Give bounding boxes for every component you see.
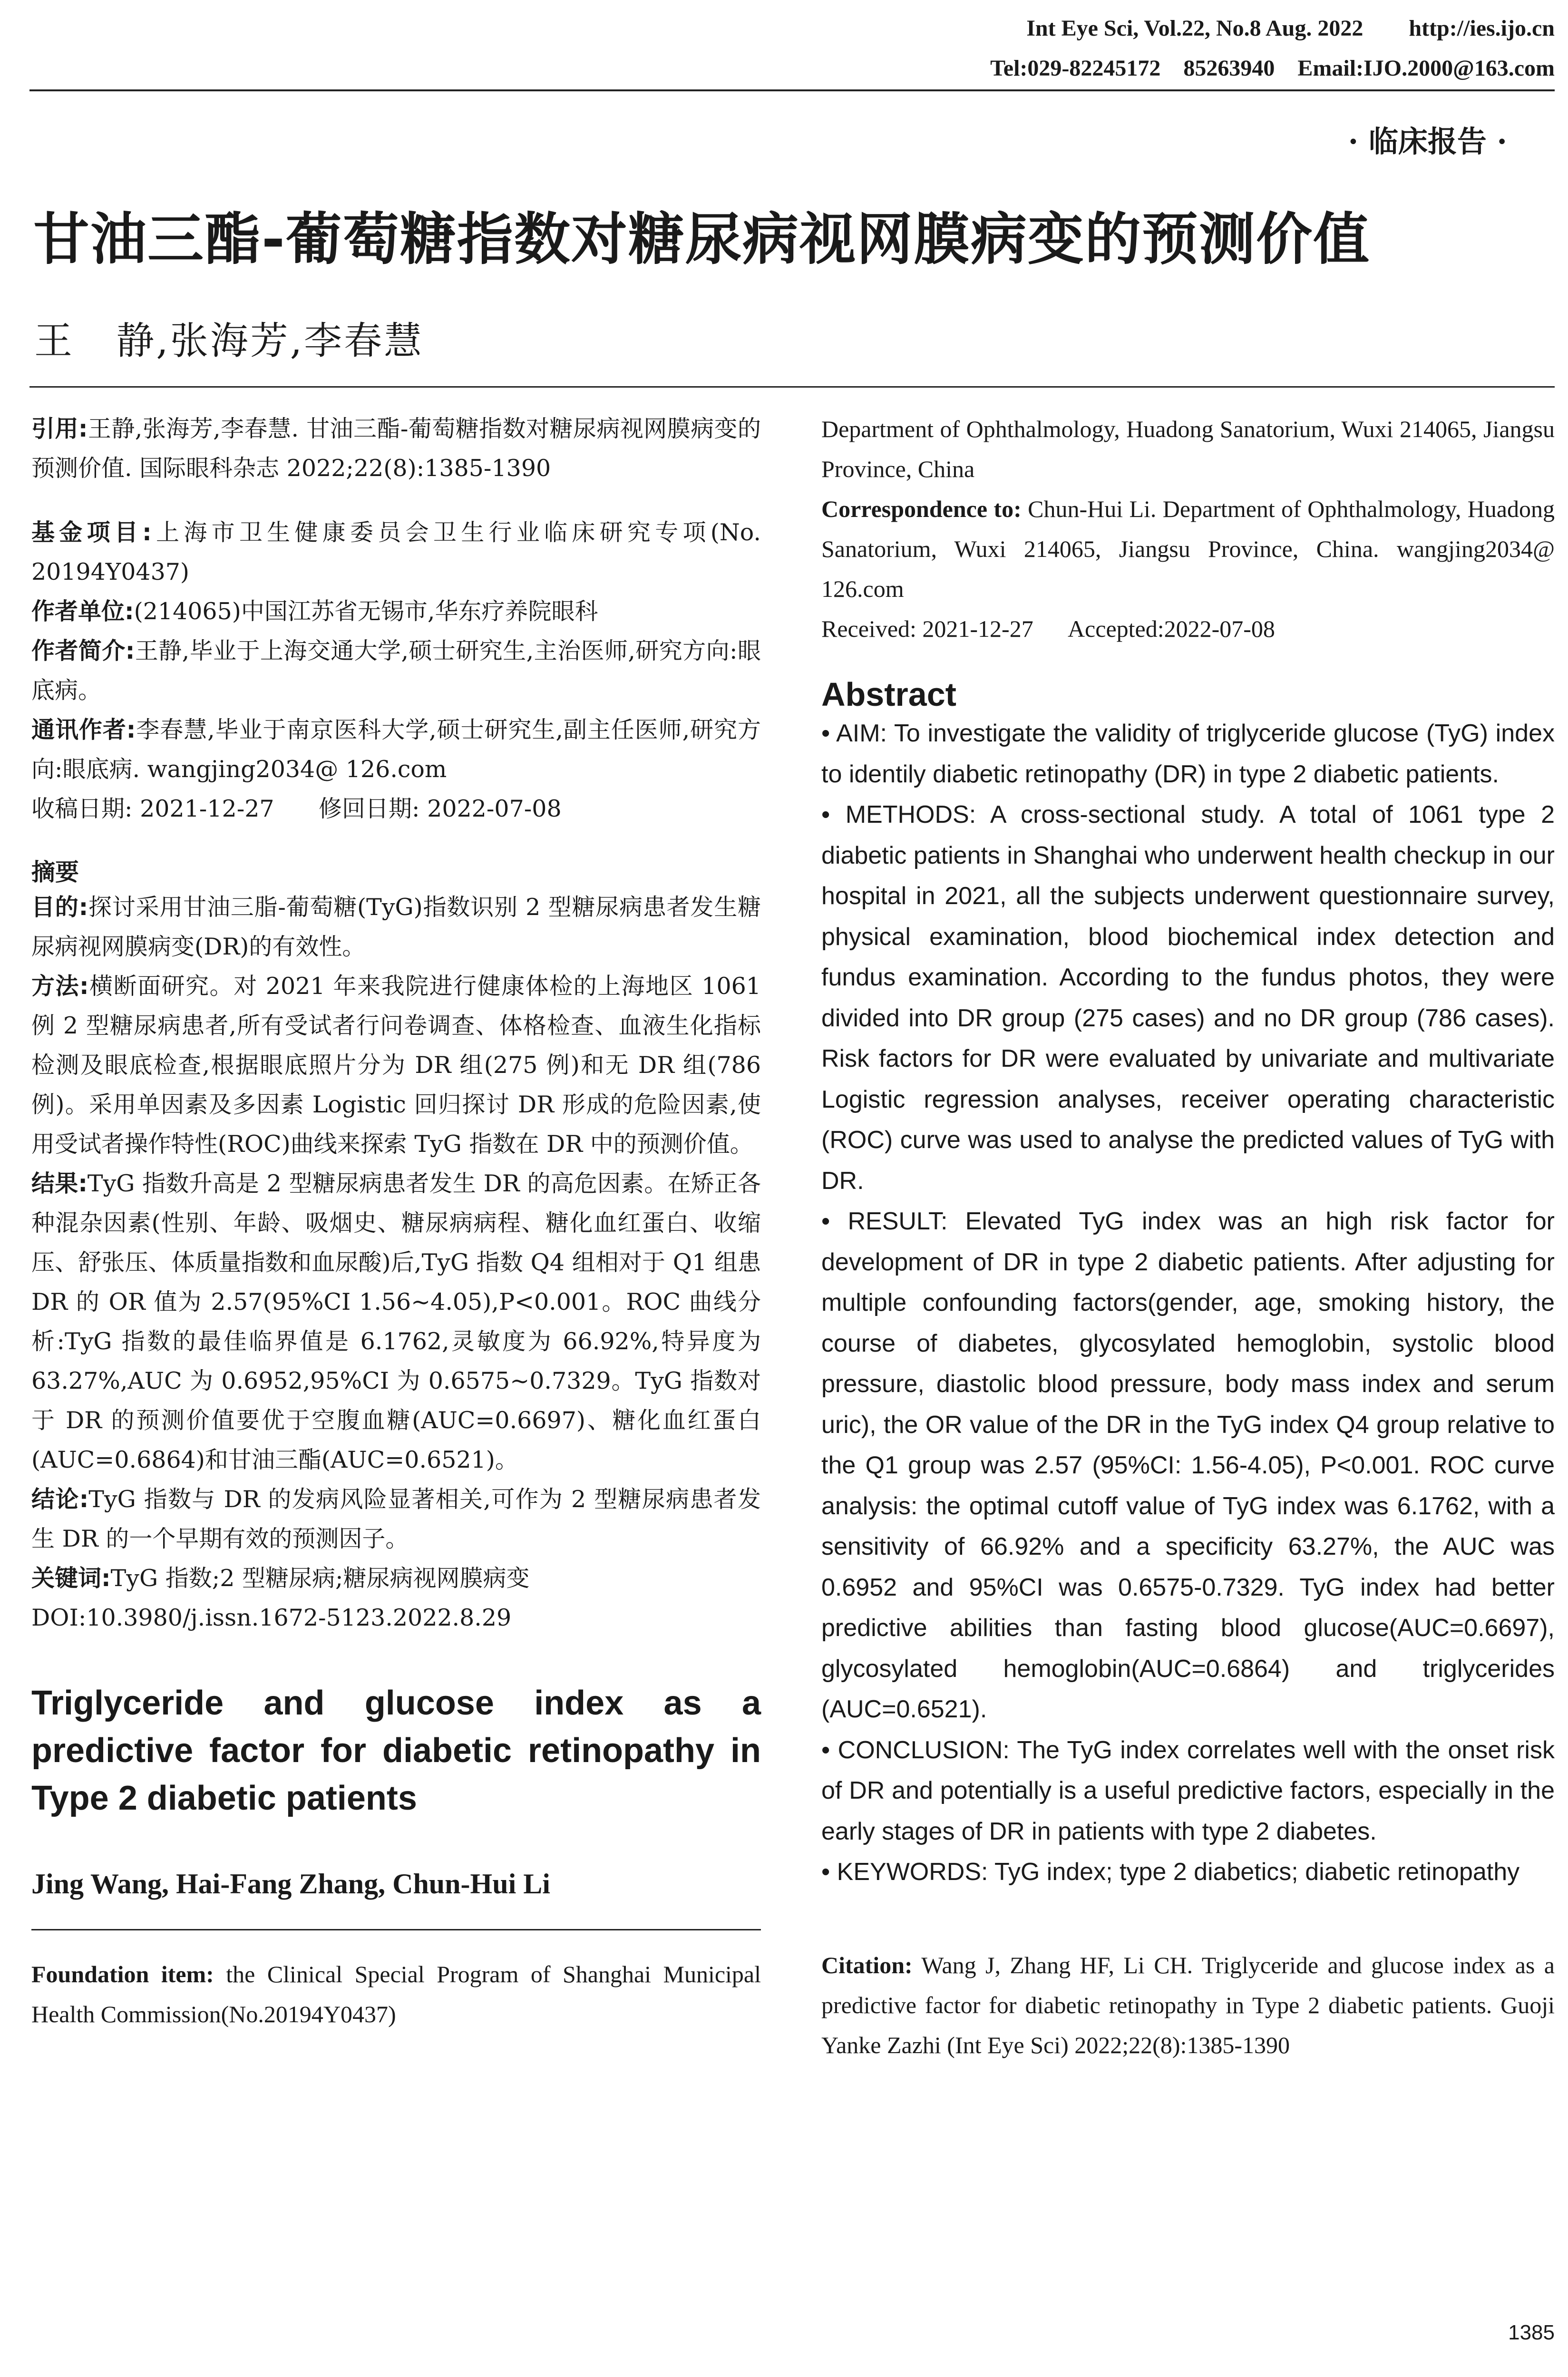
aim-en: • AIM: To investigate the validity of triglyceride glucose (TyG) index to identily diabetic retinopathy (DR) in type 2 diabetic patients. (821, 720, 1555, 788)
conclusion-cn (31, 1480, 761, 1559)
keywords-en: • KEYWORDS: TyG index; type 2 diabetics; diabetic retinopathy (821, 1858, 1520, 1886)
citation-cn-label: 引用: (31, 415, 88, 442)
keywords-cn (31, 1559, 761, 1598)
citation-en (821, 1945, 1555, 2065)
funding-cn-label: 基金项目: (31, 519, 152, 546)
results-en: • RESULT: Elevated TyG index was an high risk factor for development of DR in type 2 diabetic patients. After adjusting for multiple confounding factors(gender, age, smoking history, the course of diabetes, glycosylated hemoglobin, systolic blood pressure, diastolic blood pressure, body mass index and serum uric), the OR value of the DR in the TyG index Q4 group relative to the Q1 group was 2.57 (95%CI: 1.56-4.05), P<0.001. ROC curve analysis: the optimal cutoff value of TyG index was 6.1762, with a sensitivity of 66.92% and a specificity 63.27%, the AUC was 0.6952 and 95%CI was 0.6575-0.7329. TyG index had better predictive abilities than fasting blood glucose(AUC=0.6697), glycosylated hemoglobin(AUC=0.6864) and triglycerides (AUC=0.6521). (821, 1208, 1555, 1723)
conclusion-en: • CONCLUSION: The TyG index correlates well with the onset risk of DR and potentially is a useful predictive factors, especially in the early stages of DR in patients with type 2 diabetes. (821, 1736, 1555, 1845)
citation-en-text: Wang J, Zhang HF, Li CH. Triglyceride and glucose index as a predictive factor for diabetic retinopathy in Type 2 diabetic patients. Guoji Yanke Zazhi (Int Eye Sci) 2022;22(8):1385-1390 (821, 1951, 1555, 2058)
author-bio-cn (31, 631, 761, 710)
results-cn (31, 1164, 761, 1480)
affiliation-cn-text: (214065)中国江苏省无锡市,华东疗养院眼科 (134, 598, 598, 625)
funding-cn-text: 上海市卫生健康委员会卫生行业临床研究专项(No. 20194Y0437) (31, 519, 761, 585)
conclusion-cn-label: 结论: (31, 1486, 89, 1513)
page-number: 1385 (1508, 2321, 1555, 2344)
abstract-heading-en: Abstract (821, 676, 956, 713)
correspondence-en-label: Correspondence to: (821, 496, 1022, 522)
methods-cn-text: 横断面研究。对 2021 年来我院进行健康体检的上海地区 1061 例 2 型糖尿病患者,所有受试者行问卷调查、体格检查、血液生化指标检测及眼底检查,根据眼底照片分为 DR 组(275 例)和无 DR 组(786 例)。采用单因素及多因素 Logistic 回归探讨 DR 形成的危险因素,使用受试者操作特性(ROC)曲线来探索 TyG 指数在 DR 中的预测价值。 (31, 973, 761, 1158)
journal-header-line: Int Eye Sci, Vol.22, No.8 Aug. 2022 http://ies.ijo.cn (1026, 16, 1555, 41)
received-accepted-en: Received: 2021-12-27 Accepted:2022-07-08 (821, 615, 1275, 642)
header-rule (29, 89, 1555, 91)
section-tag: · 临床报告 · (1348, 124, 1507, 159)
corresponding-author-cn-label: 通讯作者: (31, 716, 136, 743)
dates-cn: 收稿日期: 2021-12-27 修回日期: 2022-07-08 (31, 795, 562, 822)
article-title-en: Triglyceride and glucose index as a predictive factor for diabetic retinopathy in Type 2 diabetic patients (31, 1684, 761, 1817)
author-bio-cn-label: 作者简介: (31, 637, 135, 664)
abstract-heading-cn: 摘要 (31, 858, 79, 886)
authors-cn: 王 静,张海芳,李春慧 (34, 319, 424, 363)
funding-cn (31, 513, 761, 592)
methods-cn-label: 方法: (31, 973, 89, 1000)
right-column (821, 409, 1555, 2065)
doi: DOI:10.3980/j.issn.1672-5123.2022.8.29 (31, 1604, 512, 1631)
results-cn-text: TyG 指数升高是 2 型糖尿病患者发生 DR 的高危因素。在矫正各种混杂因素(性别、年龄、吸烟史、糖尿病病程、糖化血红蛋白、收缩压、舒张压、体质量指数和血尿酸)后,TyG 指数 Q4 组相对于 Q1 组患 DR 的 OR 值为 2.57(95%CI 1.56~4.05),P<0.001。ROC 曲线分析:TyG 指数的最佳临界值是 6.1762,灵敏度为 66.92%,特异度为 63.27%,AUC 为 0.6952,95%CI 为 0.6575~0.7329。TyG 指数对于 DR 的预测价值要优于空腹血糖(AUC=0.6697)、糖化血红蛋白(AUC=0.6864)和甘油三酯(AUC=0.6521)。 (31, 1170, 761, 1473)
left-column (31, 409, 761, 2034)
keywords-cn-label: 关键词: (31, 1565, 111, 1592)
journal-contact-line: Tel:029-82245172 85263940 Email:IJO.2000@163.com (990, 56, 1555, 81)
title-rule (29, 386, 1555, 388)
authors-en: Jing Wang, Hai-Fang Zhang, Chun-Hui Li (31, 1868, 550, 1900)
results-cn-label: 结果: (31, 1170, 88, 1197)
corresponding-author-cn (31, 710, 761, 789)
citation-cn-text: 王静,张海芳,李春慧. 甘油三酯-葡萄糖指数对糖尿病视网膜病变的预测价值. 国际眼科杂志 2022;22(8):1385-1390 (31, 415, 761, 482)
article-title-cn: 甘油三酯-葡萄糖指数对糖尿病视网膜病变的预测价值 (33, 206, 1370, 272)
aim-cn-label: 目的: (31, 894, 88, 921)
methods-en: • METHODS: A cross-sectional study. A total of 1061 type 2 diabetic patients in Shanghai who underwent health checkup in our hospital in 2021, all the subjects underwent questionnaire survey, physical examination, blood biochemical index detection and fundus examination. According to the fundus photos, they were divided into DR group (275 cases) and no DR group (786 cases). Risk factors for DR were evaluated by univariate and multivariate Logistic regression analyses, receiver operating characteristic (ROC) curve was used to analyse the predicted values of TyG with DR. (821, 801, 1555, 1195)
aim-cn-text: 探讨采用甘油三脂-葡萄糖(TyG)指数识别 2 型糖尿病患者发生糖尿病视网膜病变(DR)的有效性。 (31, 894, 761, 960)
department-en: Department of Ophthalmology, Huadong Sanatorium, Wuxi 214065, Jiangsu Province, China (821, 416, 1555, 482)
author-bio-cn-text: 王静,毕业于上海交通大学,硕士研究生,主治医师,研究方向:眼底病。 (31, 637, 761, 704)
keywords-cn-text: TyG 指数;2 型糖尿病;糖尿病视网膜病变 (110, 1565, 530, 1592)
methods-cn (31, 966, 761, 1164)
affiliation-cn-label: 作者单位: (31, 598, 134, 625)
correspondence-en (821, 489, 1555, 609)
citation-en-label: Citation: (821, 1951, 913, 1978)
foundation-en-text: the Clinical Special Program of Shanghai Municipal Health Commission(No.20194Y0437) (31, 1961, 761, 2027)
foundation-en-label: Foundation item: (31, 1961, 214, 1987)
conclusion-cn-text: TyG 指数与 DR 的发病风险显著相关,可作为 2 型糖尿病患者发生 DR 的一个早期有效的预测因子。 (31, 1486, 761, 1552)
citation-cn (31, 409, 761, 488)
affiliation-cn (31, 592, 761, 631)
corresponding-author-cn-text: 李春慧,毕业于南京医科大学,硕士研究生,副主任医师,研究方向:眼底病. wangjing2034@ 126.com (31, 716, 761, 783)
foundation-en (31, 1954, 761, 2034)
correspondence-en-text: Chun-Hui Li. Department of Ophthalmology, Huadong Sanatorium, Wuxi 214065, Jiangsu Province, China. wangjing2034@ 126.com (821, 496, 1555, 602)
aim-cn (31, 887, 761, 966)
